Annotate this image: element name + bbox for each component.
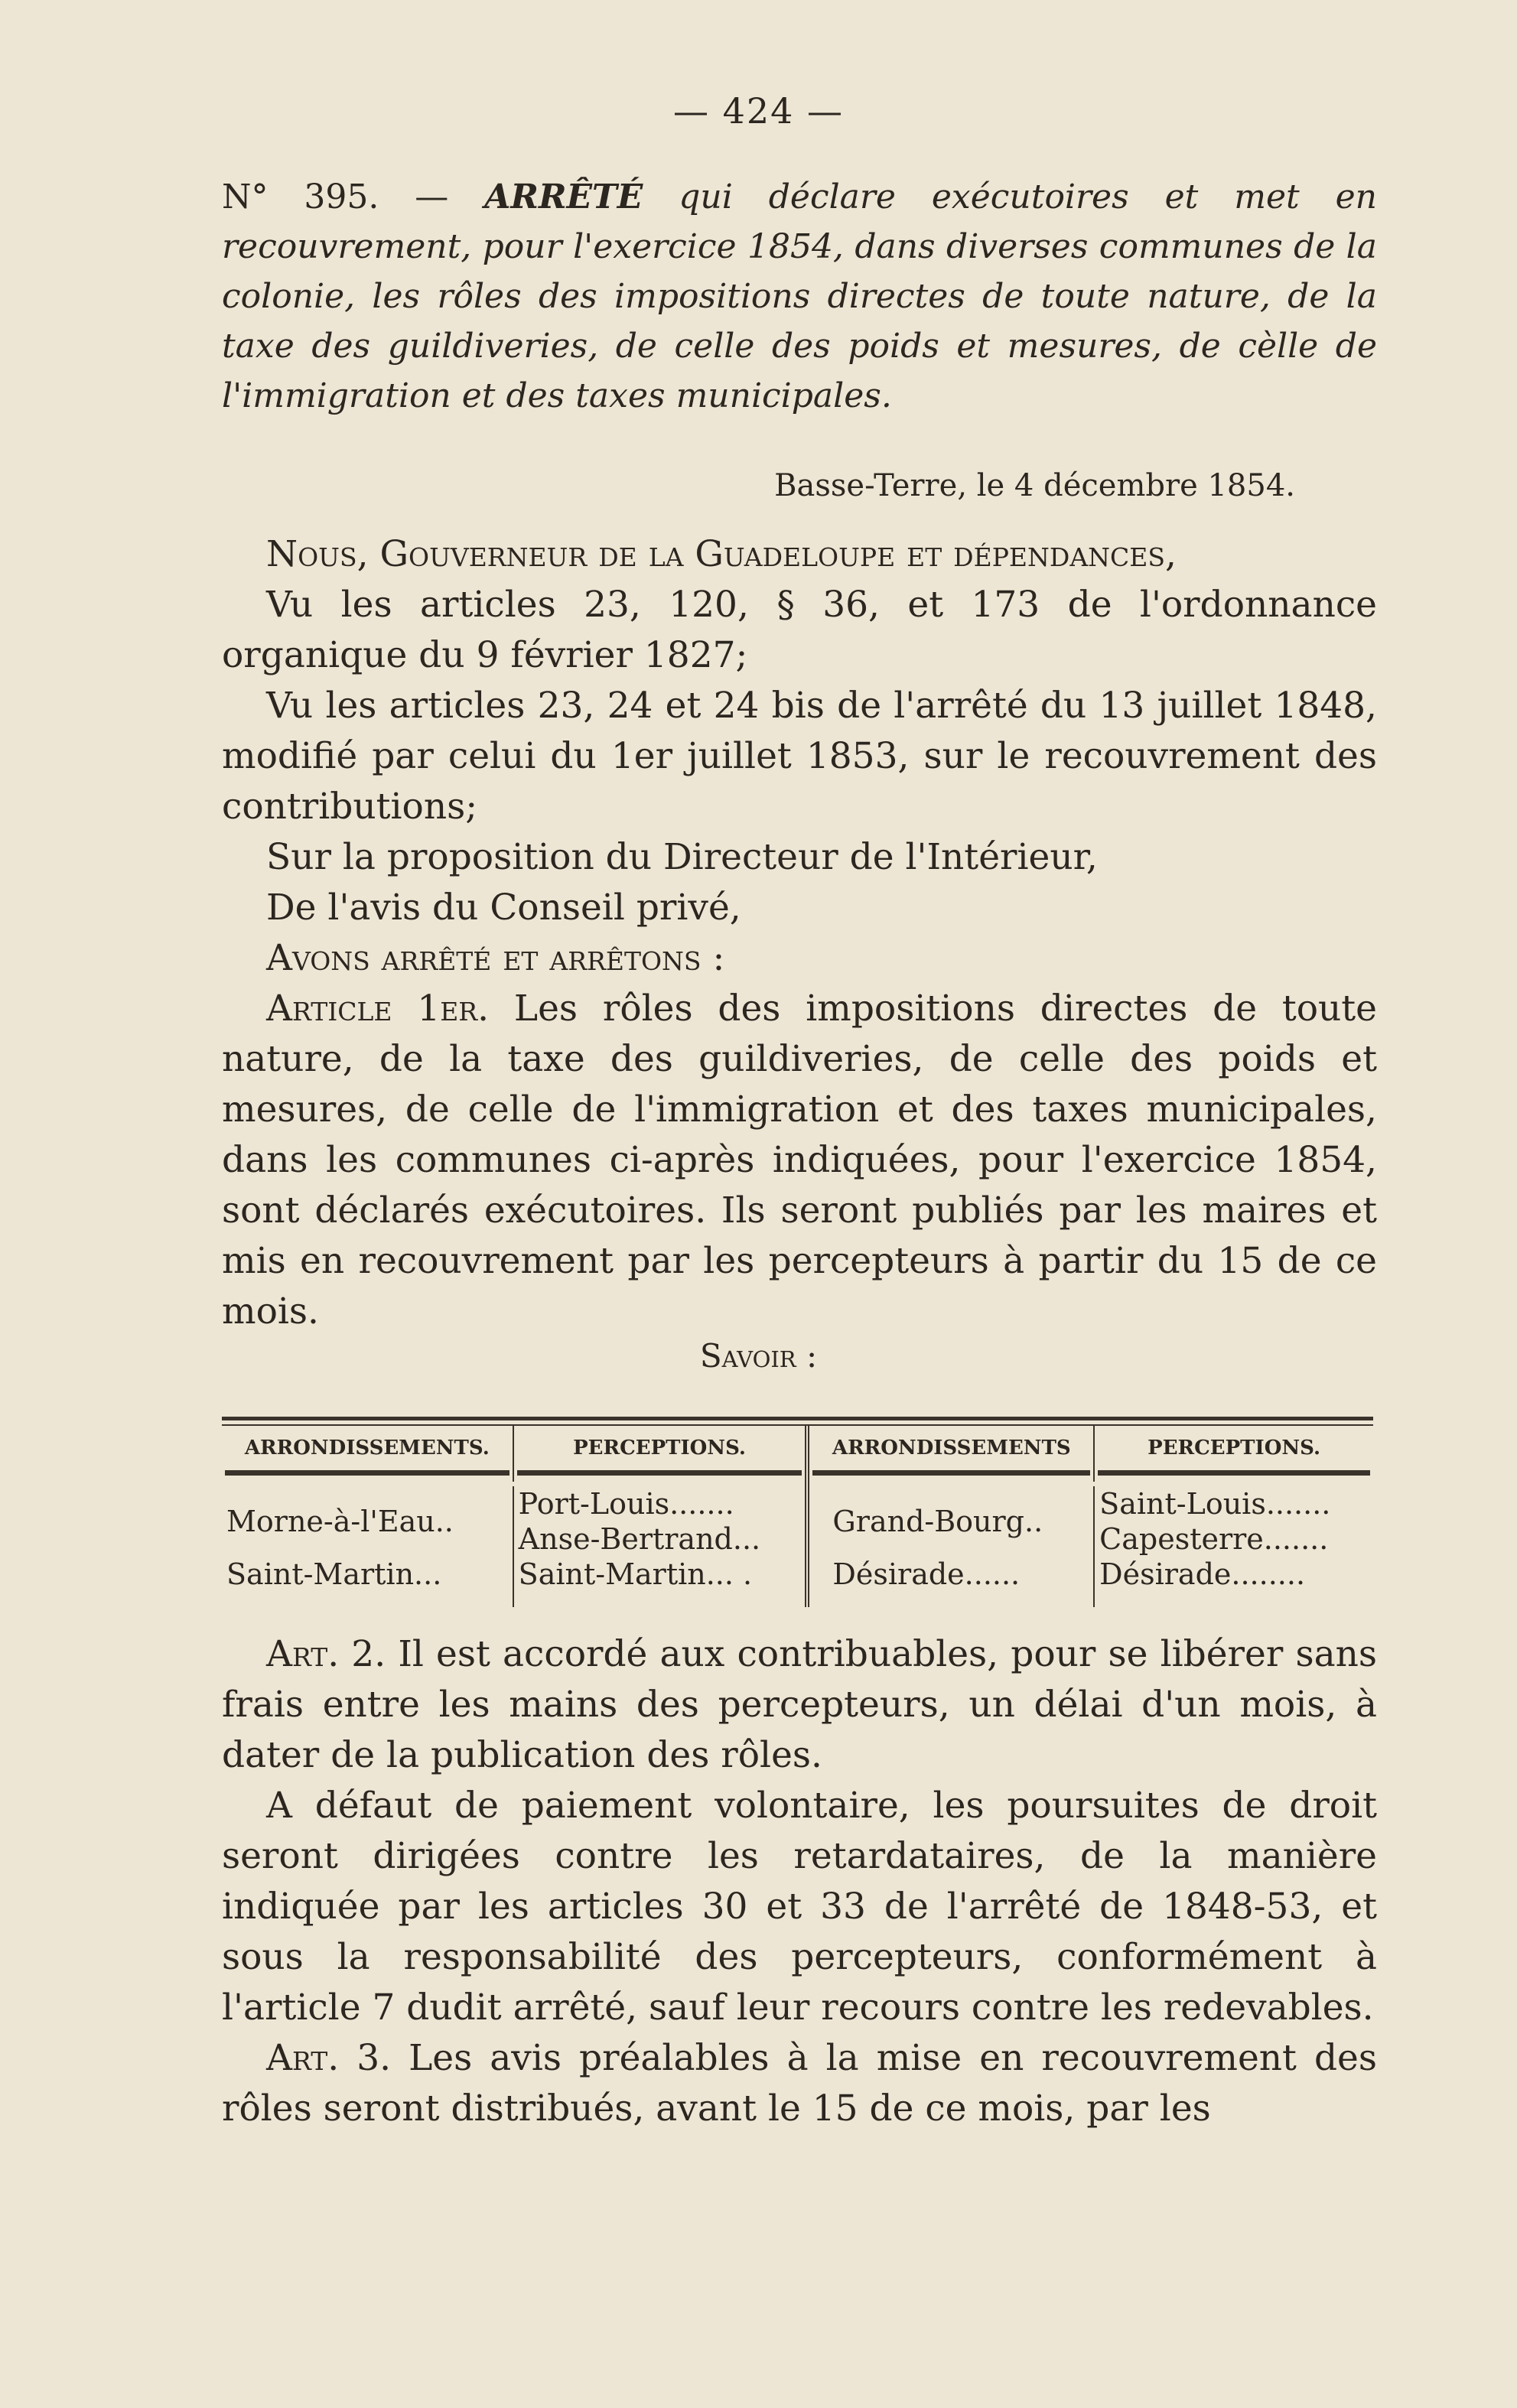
perception: Anse-Bertrand... [518,1522,761,1556]
decree-title-text: qui déclare exécutoires et met en recouvrement, pour l'exercice 1854, dans diverses communes de la colonie, les rôles des impositions directes de toute nature, de la taxe des guildiveries, de celle des poids et mesures, de cèlle de l'immigration et des taxes municipales. [222,177,1377,415]
preamble-proposition: Sur la proposition du Directeur de l'Intérieur, [266,836,1098,878]
perceptions-cell [1094,1484,1373,1557]
preamble-nous: Nous, Gouverneur de la Guadeloupe et dépendances, [266,533,1177,575]
articles-continued [222,1629,1377,2134]
perceptions-cell [513,1484,808,1557]
article-1-label: Article 1er. [266,988,490,1030]
header-perceptions-left: PERCEPTIONS. [517,1437,802,1476]
page-number: — 424 — [672,90,845,132]
decree-number: N° 395. — [222,177,449,216]
decree-keyword: ARRÊTÉ [484,177,643,216]
decree-title [222,172,1377,421]
header-arrondissements-right: ARRONDISSEMENTS [812,1437,1090,1476]
arrondissement-cell: Grand-Bourg.. [807,1484,1094,1557]
decree-body [222,529,1377,1337]
arrondissement-cell: Désirade...... [807,1557,1094,1607]
preamble-vu-2: Vu les articles 23, 24 et 24 bis de l'arrêté du 13 juillet 1848, modifié par celui du 1er juillet 1853, sur le recouvrement des contributions; [222,685,1377,828]
article-3-text: Les avis préalables à la mise en recouvrement des rôles seront distribués, avant le 15 de ce mois, par les [222,2037,1377,2130]
article-2-para-2: A défaut de paiement volontaire, les poursuites de droit seront dirigées contre les retardataires, de la manière indiquée par les articles 30 et 33 de l'arrêté de 1848-53, et sous la responsabilité des percepteurs, conformément à l'article 7 dudit arrêté, sauf leur recours contre les redevables. [222,1785,1377,2029]
article-1 [222,984,1377,1337]
preamble-vu-1: Vu les articles 23, 120, § 36, et 173 de l'ordonnance organique du 9 février 1827; [222,584,1377,676]
communes-table [222,1417,1373,1607]
preamble-avis: De l'avis du Conseil privé, [266,887,741,929]
header-arrondissements-left: ARRONDISSEMENTS. [225,1437,509,1476]
perception: Capesterre....... [1099,1522,1329,1556]
decree-date: Basse-Terre, le 4 décembre 1854. [774,468,1295,503]
table-row [222,1557,1373,1607]
article-2-label: Art. 2. [266,1633,386,1675]
header-perceptions-right: PERCEPTIONS. [1098,1437,1370,1476]
table-top-rule [222,1417,1373,1420]
article-2-text: Il est accordé aux contribuables, pour se libérer sans frais entre les mains des percepteurs, un délai d'un mois, à dater de la publication des rôles. [222,1633,1377,1776]
table-row [222,1484,1373,1557]
arrondissement-cell: Saint-Martin... [226,1557,442,1591]
perception: Port-Louis....... [518,1487,734,1521]
article-2 [222,1629,1377,1781]
perception: Désirade........ [1094,1557,1373,1607]
article-3-label: Art. 3. [266,2037,392,2079]
article-3 [222,2033,1377,2134]
savoir-heading: Savoir : [699,1337,818,1375]
article-1-text: Les rôles des impositions directes de toute nature, de la taxe des guildiveries, de celle des poids et mesures, de celle de l'immigration et des taxes municipales, dans les communes ci-après indiquées, pour l'exercice 1854, sont déclarés exécutoires. Ils seront publiés par les maires et mis en recouvrement par les percepteurs à partir du 15 de ce mois. [222,988,1377,1333]
perception: Saint-Martin... . [513,1557,808,1607]
perception: Saint-Louis....... [1099,1487,1331,1521]
arrondissement-cell: Morne-à-l'Eau.. [226,1505,454,1538]
preamble-avons: Avons arrêté et arrêtons : [266,937,725,979]
